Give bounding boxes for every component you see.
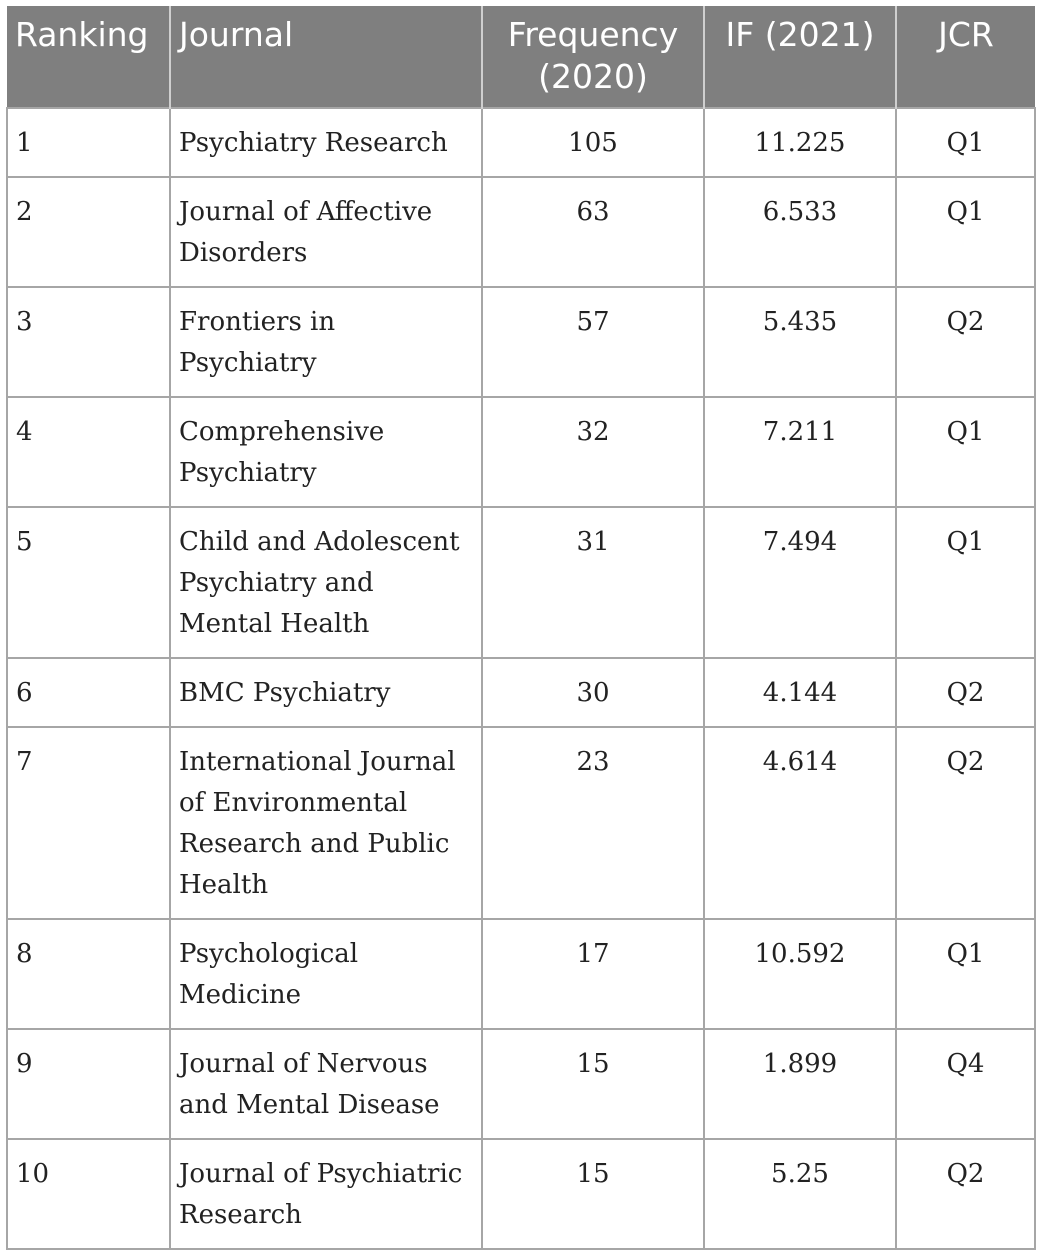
cell-ranking: 10 bbox=[7, 1139, 170, 1249]
table-header bbox=[7, 6, 1035, 108]
cell-ranking: 6 bbox=[7, 658, 170, 727]
cell-jcr: Q2 bbox=[896, 658, 1035, 727]
cell-journal: Journal of Affective Disorders bbox=[170, 177, 482, 287]
cell-impact-factor: 5.435 bbox=[704, 287, 896, 397]
cell-jcr: Q1 bbox=[896, 919, 1035, 1029]
cell-frequency: 105 bbox=[482, 108, 704, 177]
cell-journal: Journal of Nervous and Mental Disease bbox=[170, 1029, 482, 1139]
cell-journal: BMC Psychiatry bbox=[170, 658, 482, 727]
cell-frequency: 17 bbox=[482, 919, 704, 1029]
cell-jcr: Q2 bbox=[896, 727, 1035, 919]
cell-jcr: Q2 bbox=[896, 1139, 1035, 1249]
cell-impact-factor: 1.899 bbox=[704, 1029, 896, 1139]
cell-impact-factor: 6.533 bbox=[704, 177, 896, 287]
cell-impact-factor: 7.211 bbox=[704, 397, 896, 507]
table-row bbox=[7, 507, 1035, 658]
table-body bbox=[7, 108, 1035, 1249]
header-frequency-line2: (2020) bbox=[538, 57, 648, 96]
table-row bbox=[7, 727, 1035, 919]
cell-jcr: Q1 bbox=[896, 507, 1035, 658]
table-row bbox=[7, 919, 1035, 1029]
cell-jcr: Q1 bbox=[896, 108, 1035, 177]
cell-journal: International Journal of Environmental Research and Public Health bbox=[170, 727, 482, 919]
cell-frequency: 57 bbox=[482, 287, 704, 397]
cell-frequency: 31 bbox=[482, 507, 704, 658]
cell-impact-factor: 11.225 bbox=[704, 108, 896, 177]
cell-frequency: 15 bbox=[482, 1139, 704, 1249]
cell-journal: Frontiers in Psychiatry bbox=[170, 287, 482, 397]
header-jcr: JCR bbox=[896, 6, 1035, 108]
cell-jcr: Q1 bbox=[896, 397, 1035, 507]
cell-jcr: Q1 bbox=[896, 177, 1035, 287]
cell-impact-factor: 5.25 bbox=[704, 1139, 896, 1249]
cell-journal: Psychological Medicine bbox=[170, 919, 482, 1029]
cell-jcr: Q2 bbox=[896, 287, 1035, 397]
cell-frequency: 15 bbox=[482, 1029, 704, 1139]
cell-journal: Psychiatry Research bbox=[170, 108, 482, 177]
table-row bbox=[7, 108, 1035, 177]
cell-jcr: Q4 bbox=[896, 1029, 1035, 1139]
cell-journal: Journal of Psychiatric Research bbox=[170, 1139, 482, 1249]
cell-ranking: 9 bbox=[7, 1029, 170, 1139]
header-journal: Journal bbox=[170, 6, 482, 108]
journal-ranking-table bbox=[6, 6, 1036, 1250]
table-container bbox=[6, 6, 1036, 1250]
cell-journal: Child and Adolescent Psychiatry and Mental Health bbox=[170, 507, 482, 658]
cell-ranking: 7 bbox=[7, 727, 170, 919]
cell-ranking: 4 bbox=[7, 397, 170, 507]
table-row bbox=[7, 397, 1035, 507]
cell-journal: Comprehensive Psychiatry bbox=[170, 397, 482, 507]
cell-frequency: 23 bbox=[482, 727, 704, 919]
cell-ranking: 3 bbox=[7, 287, 170, 397]
cell-impact-factor: 7.494 bbox=[704, 507, 896, 658]
table-row bbox=[7, 658, 1035, 727]
cell-ranking: 1 bbox=[7, 108, 170, 177]
header-frequency bbox=[482, 6, 704, 108]
cell-ranking: 8 bbox=[7, 919, 170, 1029]
header-row bbox=[7, 6, 1035, 108]
cell-frequency: 32 bbox=[482, 397, 704, 507]
cell-frequency: 30 bbox=[482, 658, 704, 727]
header-impact-factor: IF (2021) bbox=[704, 6, 896, 108]
cell-frequency: 63 bbox=[482, 177, 704, 287]
table-row bbox=[7, 287, 1035, 397]
cell-ranking: 2 bbox=[7, 177, 170, 287]
cell-impact-factor: 10.592 bbox=[704, 919, 896, 1029]
cell-ranking: 5 bbox=[7, 507, 170, 658]
header-ranking: Ranking bbox=[7, 6, 170, 108]
cell-impact-factor: 4.614 bbox=[704, 727, 896, 919]
table-row bbox=[7, 1029, 1035, 1139]
table-row bbox=[7, 177, 1035, 287]
header-frequency-line1: Frequency bbox=[507, 15, 679, 54]
cell-impact-factor: 4.144 bbox=[704, 658, 896, 727]
table-row bbox=[7, 1139, 1035, 1249]
